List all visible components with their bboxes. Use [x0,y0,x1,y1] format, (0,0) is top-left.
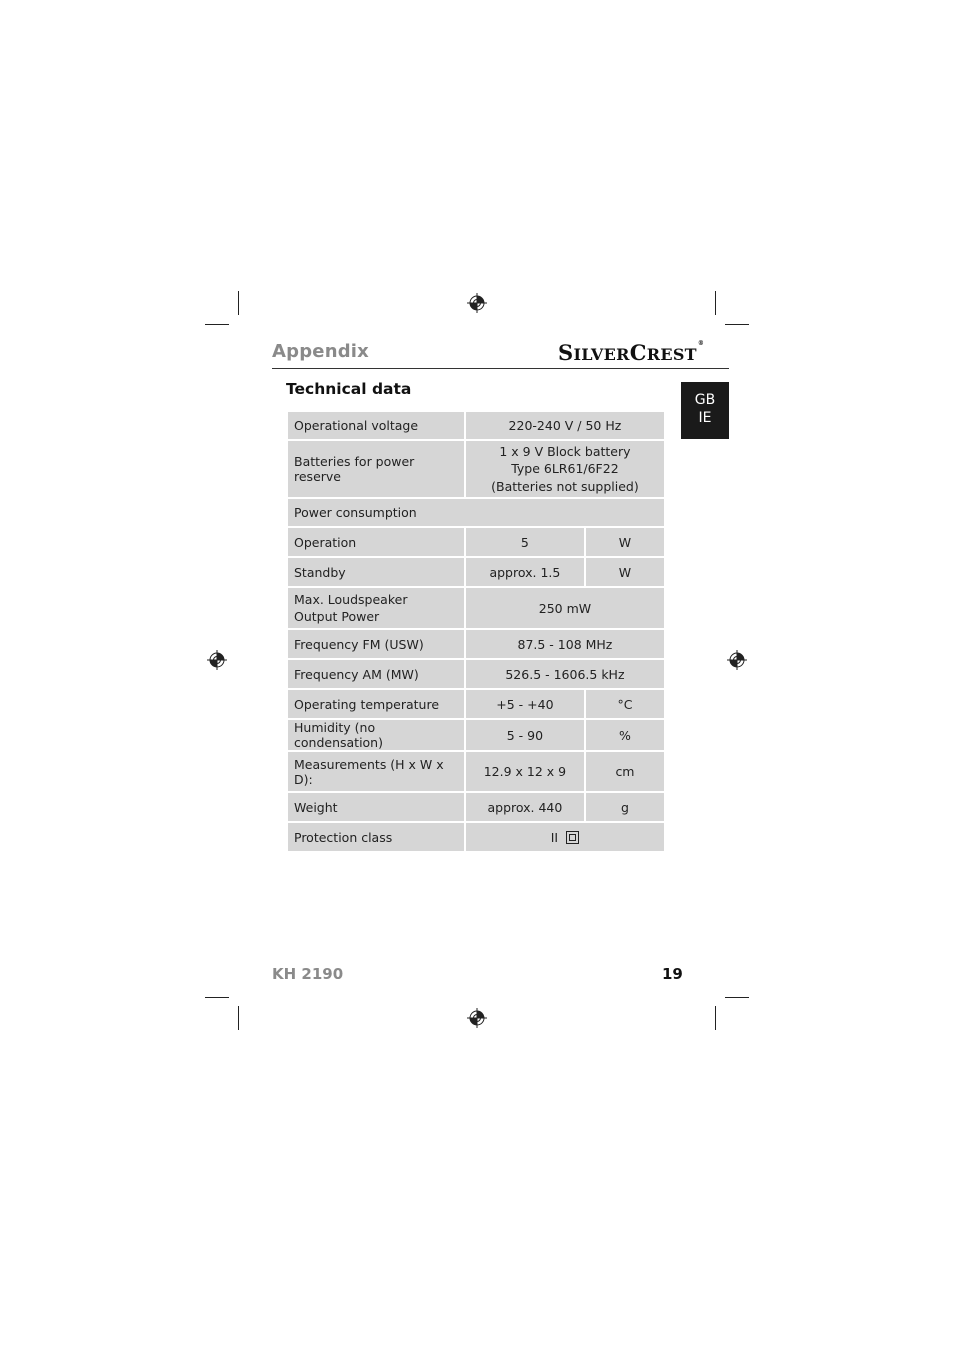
table-row [287,498,665,527]
double-insulation-icon [566,831,579,844]
spec-value: +5 - +40 [465,689,585,719]
crop-mark [725,997,749,998]
table-row [287,557,665,587]
spec-value: 12.9 x 12 x 9 [465,751,585,792]
language-code: GB [694,392,716,408]
crop-mark [238,291,239,315]
brand-logo: SILVERCREST® [558,340,705,365]
table-row [287,689,665,719]
protection-class-value: II [550,829,559,845]
registration-mark-icon [467,293,487,313]
table-row [287,587,665,629]
spec-value: 526.5 - 1606.5 kHz [465,659,665,689]
spec-label: Power consumption [287,498,665,527]
spec-value: 87.5 - 108 MHz [465,629,665,659]
technical-data-table [286,410,666,853]
crop-mark [205,997,229,998]
spec-unit: cm [585,751,665,792]
crop-mark [238,1006,239,1030]
table-row [287,527,665,557]
language-tab [681,382,729,439]
table-row [287,751,665,792]
crop-mark [715,291,716,315]
technical-data-heading: Technical data [286,380,412,398]
table-row [287,792,665,822]
spec-value: 250 mW [465,587,665,629]
spec-label: Frequency AM (MW) [287,659,465,689]
spec-unit: °C [585,689,665,719]
page-number: 19 [662,965,683,983]
spec-unit: W [585,527,665,557]
spec-label: Humidity (no condensation) [287,719,465,751]
table-row [287,629,665,659]
spec-value: 220-240 V / 50 Hz [465,411,665,440]
spec-label: Operation [287,527,465,557]
language-code: IE [698,410,712,426]
spec-unit: W [585,557,665,587]
table-row [287,719,665,751]
spec-value: 5 - 90 [465,719,585,751]
table-row [287,659,665,689]
table-row [287,411,665,440]
spec-label: Weight [287,792,465,822]
spec-label: Frequency FM (USW) [287,629,465,659]
spec-label: Protection class [287,822,465,852]
header-rule [272,368,729,369]
registration-mark-icon [207,650,227,670]
spec-label: Batteries for power reserve [287,440,465,498]
spec-value: approx. 1.5 [465,557,585,587]
table-row [287,822,665,852]
section-title: Appendix [272,341,369,362]
table-row [287,440,665,498]
spec-value [465,822,665,852]
spec-label: Max. Loudspeaker Output Power [287,587,465,629]
spec-label: Operating temperature [287,689,465,719]
spec-value: approx. 440 [465,792,585,822]
model-number: KH 2190 [272,965,344,983]
crop-mark [725,324,749,325]
spec-unit: % [585,719,665,751]
spec-label: Measurements (H x W x D): [287,751,465,792]
registration-mark-icon [467,1008,487,1028]
spec-label: Operational voltage [287,411,465,440]
spec-value: 5 [465,527,585,557]
registration-mark-icon [727,650,747,670]
spec-label: Standby [287,557,465,587]
spec-unit: g [585,792,665,822]
crop-mark [205,324,229,325]
crop-mark [715,1006,716,1030]
spec-value: 1 x 9 V Block battery Type 6LR61/6F22 (Batteries not supplied) [465,440,665,498]
